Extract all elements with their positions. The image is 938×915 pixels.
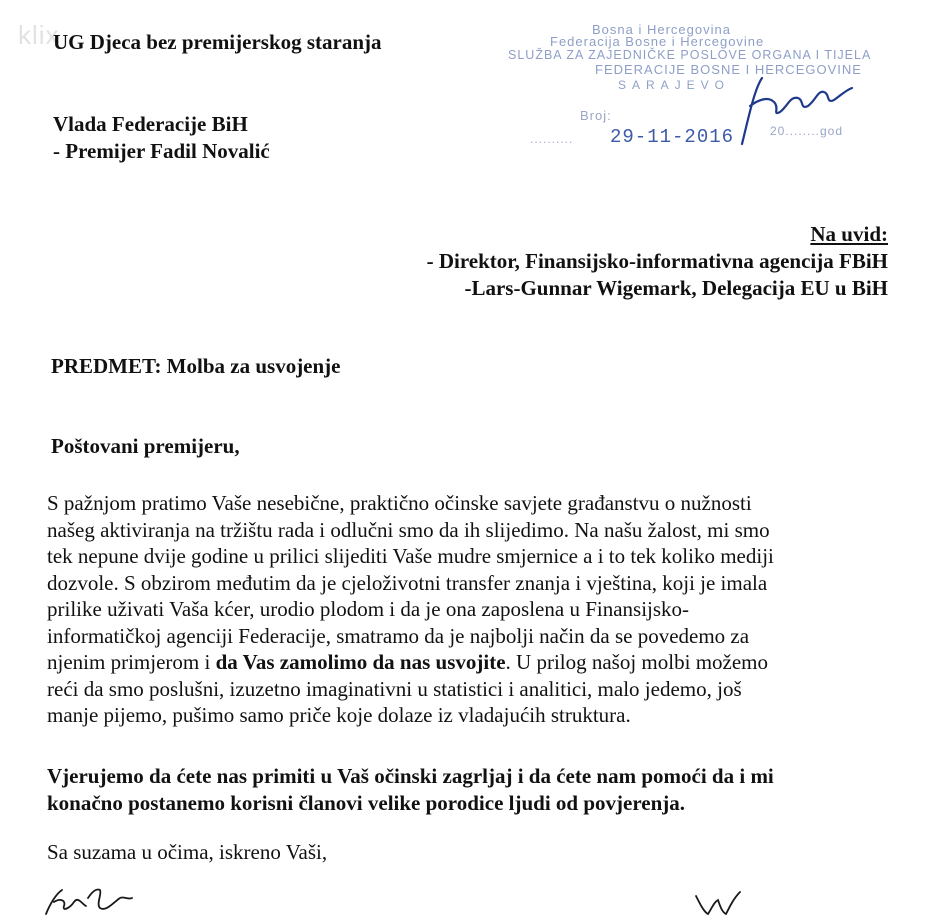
closing-line-2: konačno postanemo korisni članovi velike porodice ljudi od povjerenja. bbox=[47, 791, 686, 815]
letter-greeting: Poštovani premijeru, bbox=[51, 434, 240, 458]
sender-organization: UG Djeca bez premijerskog staranja bbox=[53, 30, 382, 54]
body-line-4: dozvole. S obzirom međutim da je cjeloživotni transfer znanja i vještina, koji je imala bbox=[47, 570, 768, 595]
stamp-line-3: SLUŽBA ZA ZAJEDNIČKE POSLOVE ORGANA I TIJELA bbox=[508, 48, 872, 62]
stamp-line-2: Federacija Bosne i Hercegovine bbox=[550, 34, 765, 49]
letter-subject: PREDMET: Molba za usvojenje bbox=[51, 354, 341, 378]
stamp-line-1: Bosna i Hercegovina bbox=[592, 22, 731, 37]
stamp-line-5: SARAJEVO bbox=[618, 78, 731, 92]
stamp-year-field: 20......... bbox=[770, 124, 825, 138]
body-line-7-end: . U prilog našoj molbi možemo bbox=[505, 650, 769, 674]
body-line-3: tek nepune dvije godine u prilici slijediti Vaše mudre smjernice a i to tek koliko mediji bbox=[47, 544, 774, 568]
body-line-7-request: da Vas zamolimo da nas usvojite bbox=[215, 650, 506, 674]
letter-signoff: Sa suzama u očima, iskreno Vaši, bbox=[47, 840, 328, 864]
watermark-logo: klix bbox=[18, 20, 60, 50]
cc-heading: Na uvid: bbox=[810, 222, 888, 246]
body-line-7 bbox=[47, 649, 897, 676]
letter-body-paragraph bbox=[47, 490, 897, 729]
cc-recipient-1: - Direktor, Finansijsko-informativna agencija FBiH bbox=[426, 249, 888, 273]
body-line-8: reći da smo poslušni, izuzetno imaginativni u statistici i analitici, malo jedemo, još bbox=[47, 676, 742, 701]
body-line-9: manje pijemo, pušimo samo priče koje dolaze iz vladajućih struktura. bbox=[47, 703, 631, 727]
body-line-2: našeg aktiviranja na tržištu rada i odlučni smo da ih slijedimo. Na našu žalost, mi smo bbox=[47, 517, 770, 542]
stamp-dotted-field: .......... bbox=[530, 132, 574, 146]
recipient-premier: - Premijer Fadil Novalić bbox=[53, 139, 270, 163]
body-line-5: prilike uživati Vaša kćer, urodio plodom i da je ona zaposlena u Finansijsko- bbox=[47, 597, 690, 621]
stamp-date: 29-11-2016 bbox=[610, 126, 735, 148]
body-line-7-start: njenim primjerom i bbox=[47, 650, 216, 674]
signature-left bbox=[40, 886, 140, 915]
stamp-god-label: god bbox=[820, 124, 844, 138]
recipient-government: Vlada Federacije BiH bbox=[53, 112, 248, 136]
stamp-signature bbox=[728, 60, 858, 150]
body-line-1: S pažnjom pratimo Vaše nesebične, praktično očinske savjete građanstvu o nužnosti bbox=[47, 491, 752, 515]
signature-right bbox=[690, 890, 750, 915]
stamp-line-4: FEDERACIJE BOSNE I HERCEGOVINE bbox=[595, 62, 862, 77]
registration-stamp bbox=[500, 18, 872, 153]
closing-line-1: Vjerujemo da ćete nas primiti u Vaš očinski zagrljaj i da ćete nam pomoći da i mi bbox=[47, 764, 774, 788]
closing-paragraph bbox=[47, 763, 774, 817]
body-line-6: informatičkoj agenciji Federacije, smatramo da je najbolji način da se povedemo za bbox=[47, 623, 750, 648]
stamp-broj-label: Broj: bbox=[580, 108, 612, 123]
cc-recipient-2: -Lars-Gunnar Wigemark, Delegacija EU u BiH bbox=[464, 276, 888, 300]
